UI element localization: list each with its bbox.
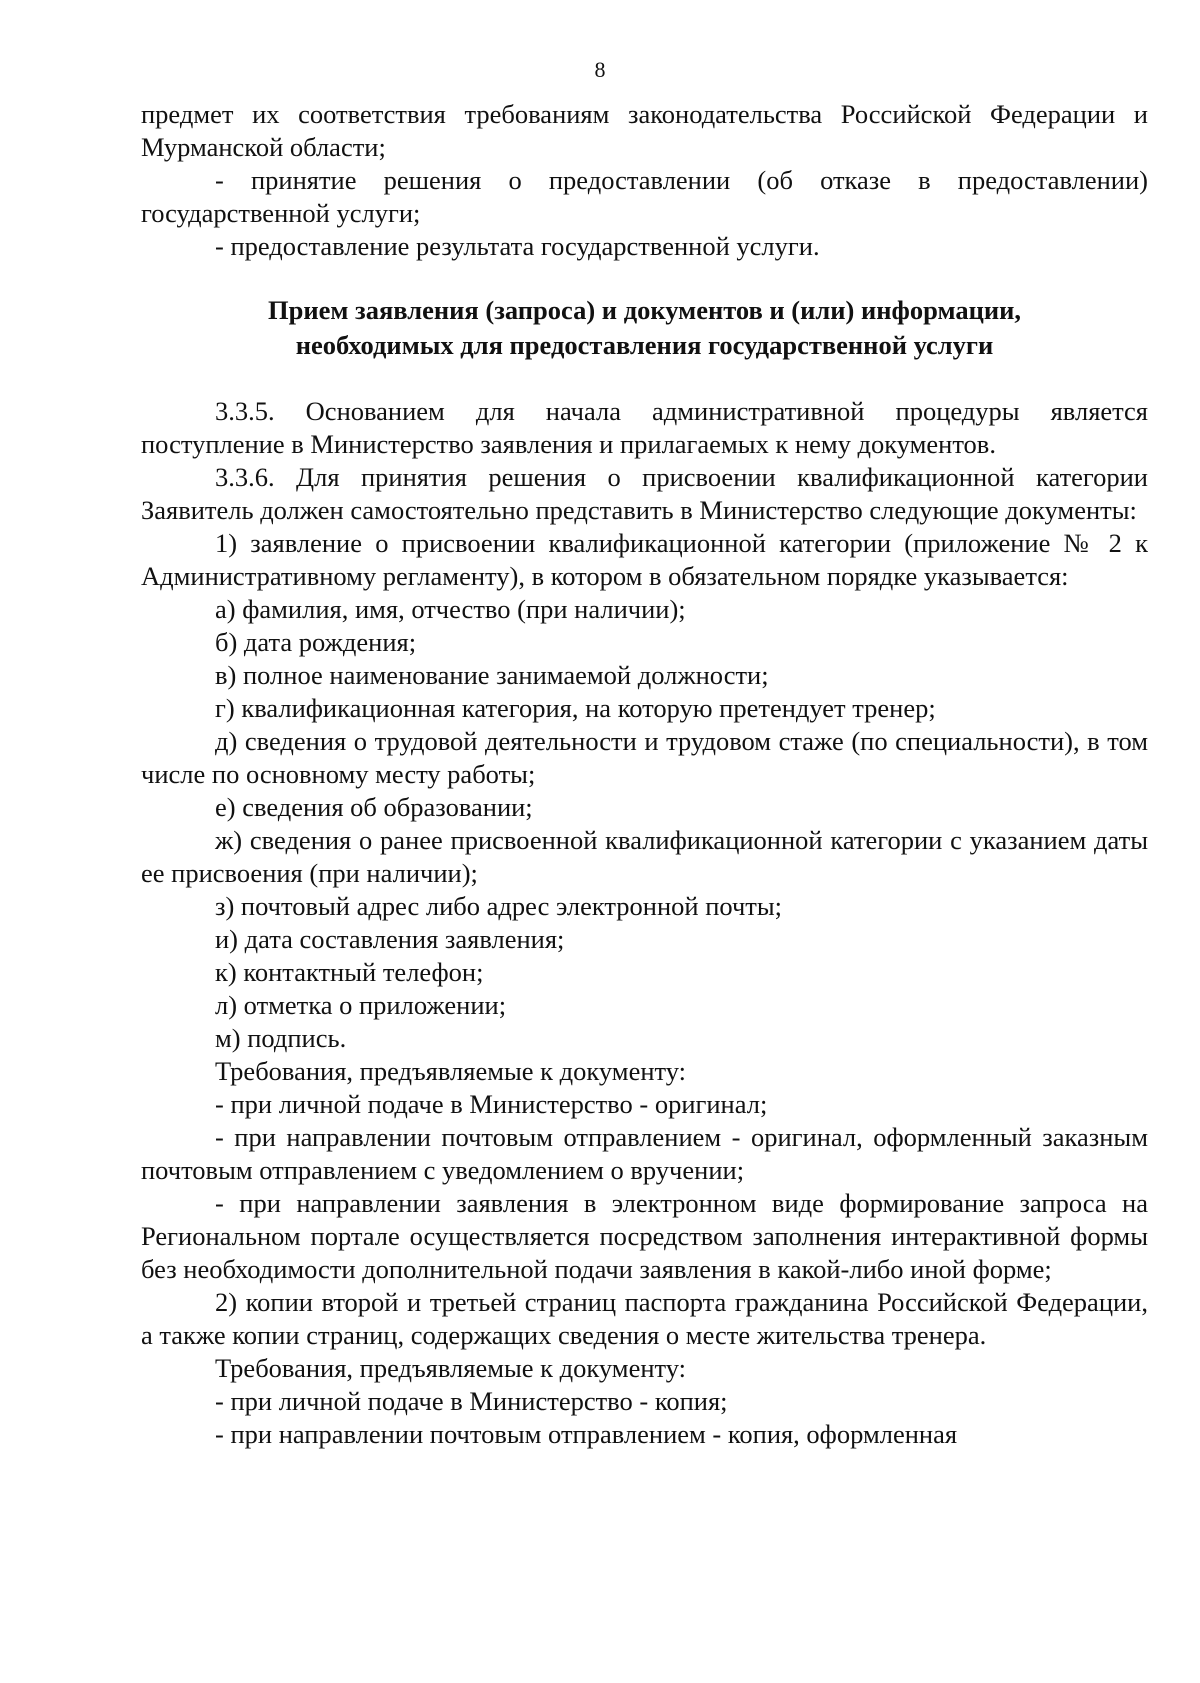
requirements-heading-2: Требования, предъявляемые к документу: [215, 1353, 687, 1383]
section-heading-line-2: необходимых для предоставления государственной услуги [295, 330, 994, 360]
requirements-heading-1: Требования, предъявляемые к документу: [215, 1056, 687, 1086]
paragraph-decision: - принятие решения о предоставлении (об отказе в предоставлении) государственной услуги; [141, 165, 1148, 228]
paragraph-continuation: предмет их соответствия требованиям законодательства Российской Федерации и Мурманской области; [141, 99, 1148, 162]
list-item-i: и) дата составления заявления; [215, 924, 565, 954]
list-item-b: б) дата рождения; [215, 627, 417, 657]
requirement-personal-copy: - при личной подаче в Министерство - копия; [215, 1386, 728, 1416]
section-heading [141, 293, 1148, 363]
section-heading-line-1: Прием заявления (запроса) и документов и (или) информации, [268, 295, 1021, 325]
paragraph-3-3-5: 3.3.5. Основанием для начала административной процедуры является поступление в Министерство заявления и прилагаемых к нему документов. [141, 396, 1148, 459]
list-item-a: а) фамилия, имя, отчество (при наличии); [215, 594, 686, 624]
paragraph-result: - предоставление результата государственной услуги. [215, 231, 820, 261]
list-item-g: г) квалификационная категория, на которую претендует тренер; [215, 693, 936, 723]
list-item-zh: ж) сведения о ранее присвоенной квалификационной категории с указанием даты ее присвоения (при наличии); [141, 825, 1148, 888]
list-item-m: м) подпись. [215, 1023, 347, 1053]
list-item-e: е) сведения об образовании; [215, 792, 533, 822]
list-item-z: з) почтовый адрес либо адрес электронной почты; [215, 891, 783, 921]
requirement-electronic: - при направлении заявления в электронном виде формирование запроса на Региональном портале осуществляется посредством заполнения интерактивной формы без необходимости дополнительной подачи заявления в какой-либо иной форме; [141, 1188, 1148, 1284]
requirement-postal-original: - при направлении почтовым отправлением - оригинал, оформленный заказным почтовым отправлением с уведомлением о вручении; [141, 1122, 1148, 1185]
section-body [141, 395, 1148, 1451]
requirement-postal-copy: - при направлении почтовым отправлением - копия, оформленная [215, 1419, 958, 1449]
list-item-d: д) сведения о трудовой деятельности и трудовом стаже (по специальности), в том числе по основному месту работы; [141, 726, 1148, 789]
paragraph-3-3-6: 3.3.6. Для принятия решения о присвоении квалификационной категории Заявитель должен самостоятельно представить в Министерство следующие документы: [141, 462, 1148, 525]
list-item-passport: 2) копии второй и третьей страниц паспорта гражданина Российской Федерации, а также копии страниц, содержащих сведения о месте жительства тренера. [141, 1287, 1148, 1350]
list-item-k: к) контактный телефон; [215, 957, 484, 987]
list-item-l: л) отметка о приложении; [215, 990, 507, 1020]
list-item-application: 1) заявление о присвоении квалификационной категории (приложение № 2 к Административному регламенту), в котором в обязательном порядке указывается: [141, 528, 1148, 591]
document-body [141, 98, 1148, 1451]
page-number: 8 [594, 57, 606, 82]
intro-section [141, 98, 1148, 263]
requirement-personal-original: - при личной подаче в Министерство - оригинал; [215, 1089, 768, 1119]
list-item-v: в) полное наименование занимаемой должности; [215, 660, 769, 690]
